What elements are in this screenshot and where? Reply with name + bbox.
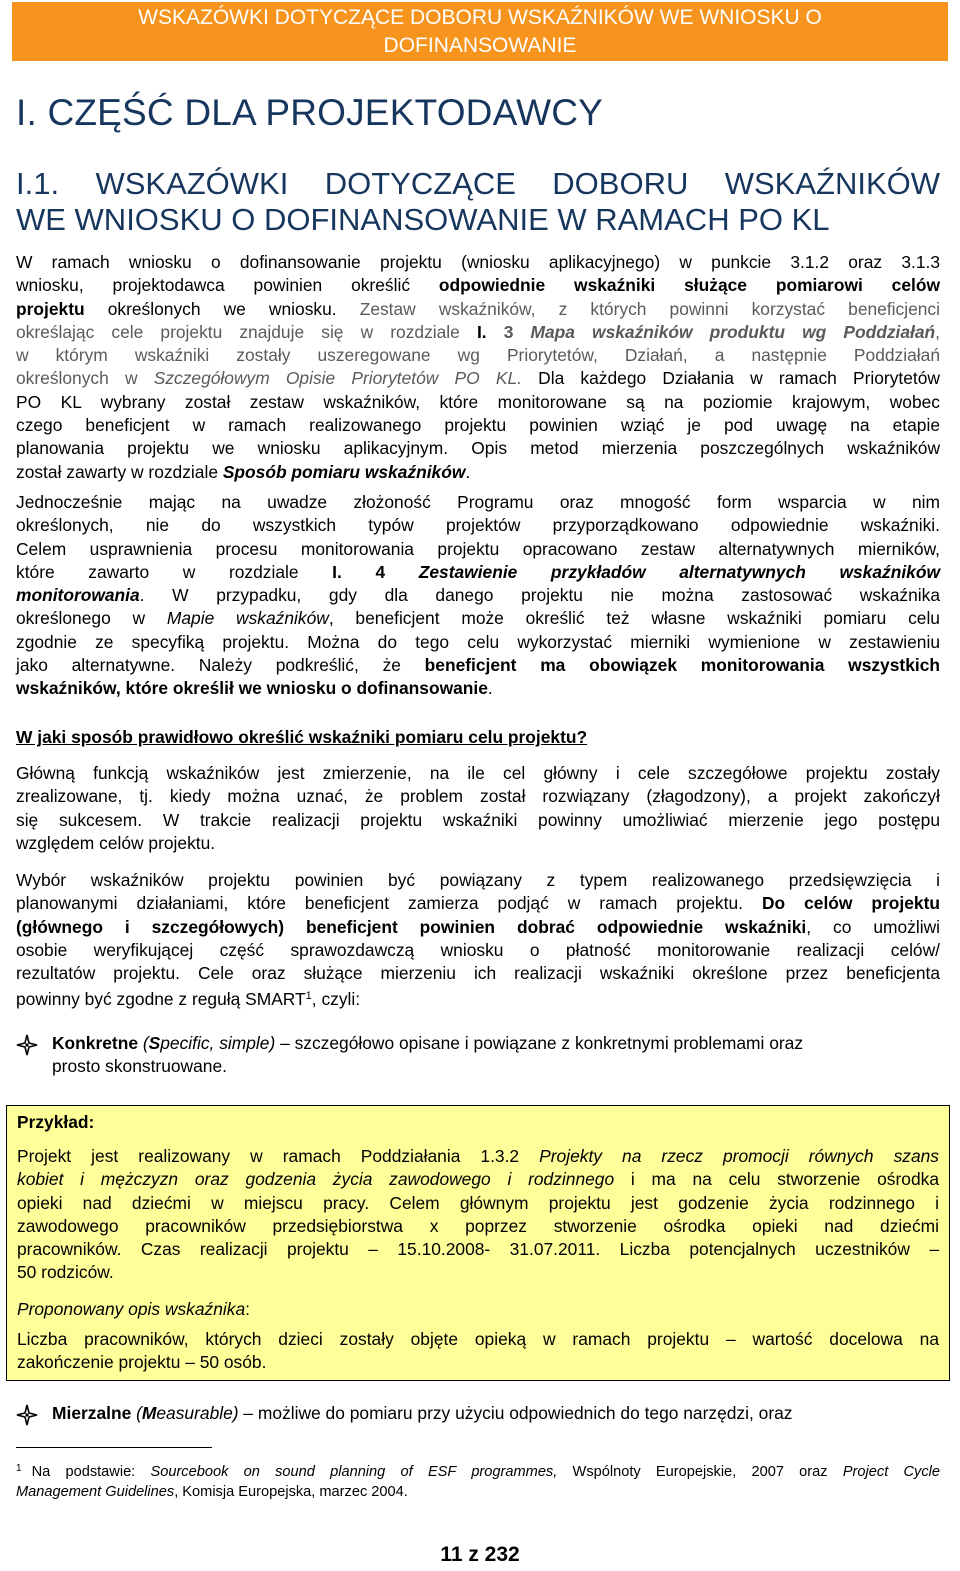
example-line-5 xyxy=(17,1238,939,1261)
footnote-text: Na podstawie: xyxy=(31,1464,151,1480)
example-text: 50 rodziców. xyxy=(17,1262,114,1283)
example-heading xyxy=(17,1111,939,1134)
example-line-6 xyxy=(17,1261,939,1284)
p1-bold-italic-muted: Mapa wskaźników produktu wg Poddziałań xyxy=(530,321,936,342)
p4-bold: (głównego i szczegółowych) beneficjent powinien dobrać odpowiednie wskaźniki xyxy=(16,916,807,937)
example-proposal xyxy=(17,1298,939,1321)
footnote-text: , Komisja Europejska, marzec 2004. xyxy=(174,1483,408,1500)
p2-text: określonego w xyxy=(16,608,167,629)
example-body xyxy=(17,1145,939,1285)
p1-text-muted: w którym wskaźniki zostały uszeregowane wg Priorytetów, Działań, a następnie Poddziałań xyxy=(16,345,940,366)
p4-bold: Do celów projektu xyxy=(761,893,940,914)
p4-text: Wybór wskaźników projektu powinien być powiązany z typem realizowanego przedsięwzięcia i xyxy=(16,870,940,890)
p1-line-3 xyxy=(16,298,940,321)
section-title-line-2: WE WNIOSKU O DOFINANSOWANIE W RAMACH PO KL xyxy=(16,202,830,237)
bullet-1-line-2 xyxy=(52,1055,940,1078)
p1-text-muted: Zestaw wskaźników, z których powinni korzystać beneficjenci xyxy=(336,298,940,319)
example-heading-text: Przykład: xyxy=(17,1112,95,1132)
header-line-2: DOFINANSOWANIE xyxy=(383,34,577,57)
p1-text: czego beneficjent w ramach realizowanego projektu powinien wziąć je pod uwagę na etapie xyxy=(16,415,940,436)
bullet-letter: S xyxy=(148,1033,161,1053)
p1-text: planowania projektu we wniosku aplikacyjnym. xyxy=(16,438,449,459)
footnote-number: 1 xyxy=(16,1463,22,1474)
p2-text: Celem usprawnienia procesu monitorowania projektu opracowano zestaw alternatywnych mierników, xyxy=(16,538,940,559)
p4-text: , czyli: xyxy=(311,989,361,1010)
p3-text: się sukcesem. W trakcie realizacji projektu wskaźniki powinny umożliwiać mierzenie jego postępu xyxy=(16,809,940,830)
example-italic: Projekty na rzecz promocji równych szans xyxy=(539,1146,939,1166)
proposal-text: Liczba pracowników, których dzieci zostały objęte opieką w ramach projektu – wartość docelowa na xyxy=(17,1329,939,1349)
p1-text-muted: określonych w xyxy=(16,368,154,389)
p2-bold-italic: monitorowania xyxy=(16,585,140,606)
p3-text: względem celów projektu. xyxy=(16,832,216,853)
example-heading-wrap xyxy=(17,1111,939,1134)
bullet-text: prosto skonstruowane. xyxy=(52,1056,227,1077)
section-title xyxy=(16,166,940,238)
p2-line-4 xyxy=(16,561,940,584)
example-line-2 xyxy=(17,1168,939,1191)
bullet-mierzalne xyxy=(52,1402,940,1425)
example-text: pracowników. Czas realizacji projektu – 15.10.2008- 31.07.2011. Liczba potencjalnych uczestników – xyxy=(17,1239,939,1260)
p2-text: które zawarto w rozdziale xyxy=(16,561,333,582)
p2-line-3 xyxy=(16,538,940,561)
p1-line-6 xyxy=(16,367,940,390)
p2-bold: wskaźników, które określił we wniosku o dofinansowanie xyxy=(16,678,488,699)
page-number: 11 z 232 xyxy=(440,1543,520,1566)
p1-italic-muted: Szczegółowym Opisie Priorytetów PO KL. xyxy=(153,368,522,389)
p2-text: , beneficjent może określić też własne wskaźniki pomiaru celu xyxy=(328,608,940,629)
p2-line-8 xyxy=(16,654,940,677)
bullet-text: – szczegółowo opisane i powiązane z konkretnymi problemami oraz xyxy=(275,1033,804,1053)
p1-bold: odpowiednie wskaźniki służące pomiarowi celów xyxy=(438,275,940,296)
p4-line-1 xyxy=(16,869,940,892)
p1-line-8 xyxy=(16,414,940,437)
example-proposal-body xyxy=(17,1328,939,1375)
bullet-text: easurable) xyxy=(156,1403,239,1423)
p1-line-9 xyxy=(16,437,940,460)
p3-line-2 xyxy=(16,785,940,808)
bullet-2-line-1 xyxy=(52,1402,940,1425)
example-text: i ma na celu stworzenie ośrodka xyxy=(614,1169,939,1190)
p4-line-5 xyxy=(16,962,940,985)
p1-text-muted: określając cele projektu znajduje się w rozdziale xyxy=(16,321,477,342)
p4-text: , co umożliwi xyxy=(806,916,940,937)
p2-text: zgodnie ze specyfiką projektu. Można do tego celu wykorzystać mierniki wymienione w zestawieniu xyxy=(16,631,940,652)
p2-line-9 xyxy=(16,677,940,700)
p4-text: rezultatów projektu. Cele oraz służące mierzeniu ich realizacji wskaźniki określone przez beneficjenta xyxy=(16,963,940,984)
example-box xyxy=(6,1105,950,1381)
paragraph-2 xyxy=(16,491,940,701)
bullet-text: ( xyxy=(138,1033,149,1053)
p1-line-10 xyxy=(16,461,940,484)
p2-bold: I. 4 xyxy=(332,561,419,582)
p2-text: jako alternatywne. Należy podkreślić, że xyxy=(16,655,425,676)
paragraph-3 xyxy=(16,762,940,855)
p3-line-1 xyxy=(16,762,940,785)
proposal-label-line xyxy=(17,1298,939,1321)
p1-line-7 xyxy=(16,391,940,414)
p4-line-4 xyxy=(16,939,940,962)
footnote-italic: Management Guidelines xyxy=(16,1483,175,1500)
bullet-term: Konkretne xyxy=(52,1033,139,1053)
p1-bold-italic: Sposób pomiaru wskaźników xyxy=(222,461,466,482)
p2-bold: beneficjent ma obowiązek monitorowania wszystkich xyxy=(424,655,940,676)
p2-line-5 xyxy=(16,584,940,607)
bullet-letter: M xyxy=(141,1403,157,1423)
p2-italic: Mapie wskaźników xyxy=(166,608,329,629)
example-italic: kobiet i mężczyzn oraz godzenia życia zawodowego i rodzinnego xyxy=(17,1169,615,1190)
p1-bold-muted: 3 xyxy=(503,321,531,342)
p2-line-6 xyxy=(16,607,940,630)
p2-text: określonych, nie do wszystkich typów projektów przyporządkowano odpowiednie wskaźniki. xyxy=(16,515,940,536)
p1-text: . xyxy=(465,461,471,482)
p2-text: . W przypadku, gdy dla danego projektu nie można zastosować wskaźnika xyxy=(139,585,940,606)
p1-text: W ramach wniosku o dofinansowanie projektu (wniosku aplikacyjnego) w punkcie 3.1.2 oraz 3.1.3 xyxy=(16,252,940,272)
example-text: zawodowego pracowników przedsiębiorstwa x poprzez stworzenie ośrodka opieki nad dziećmi xyxy=(17,1215,939,1236)
p3-line-3 xyxy=(16,809,940,832)
p2-bold-italic: Zestawienie przykładów alternatywnych wskaźników xyxy=(418,561,940,582)
bullet-text: – możliwe do pomiaru przy użyciu odpowiednich do tego narzędzi, oraz xyxy=(238,1403,793,1423)
example-line-4 xyxy=(17,1215,939,1238)
proposal-colon: : xyxy=(245,1299,250,1319)
p1-bold: I. xyxy=(476,321,504,342)
example-text: Projekt jest realizowany w ramach Poddziałania 1.3.2 xyxy=(17,1146,540,1166)
p1-text-muted: , xyxy=(935,321,940,342)
proposal-label: Proponowany opis wskaźnika xyxy=(17,1299,246,1319)
bullet-text: pecific, simple) xyxy=(160,1033,276,1053)
footnote-separator xyxy=(16,1447,212,1448)
section-question-heading: W jaki sposób prawidłowo określić wskaźniki pomiaru celu projektu? xyxy=(16,727,588,747)
p1-line-2 xyxy=(16,274,940,297)
p4-line-6 xyxy=(16,985,940,1011)
p3-text: Główną funkcją wskaźników jest zmierzenie, na ile cel główny i cele szczegółowe projektu zostały xyxy=(16,763,940,783)
p1-text: określonych we wniosku. xyxy=(84,298,337,319)
p1-line-1 xyxy=(16,251,940,274)
p1-text: PO KL wybrany został zestaw wskaźników, które monitorowane są na poziomie krajowym, wobec xyxy=(16,391,940,412)
footnote-line-2 xyxy=(16,1483,940,1503)
bullet-konkretne xyxy=(52,1032,940,1079)
p1-line-4 xyxy=(16,321,940,344)
p1-text: Opis metod mierzenia poszczególnych wskaźników xyxy=(448,438,941,459)
bullet-text: ( xyxy=(131,1403,142,1423)
section-title-line-1: I.1. WSKAZÓWKI DOTYCZĄCE DOBORU WSKAŹNIKÓW xyxy=(16,166,940,201)
paragraph-1 xyxy=(16,251,940,484)
running-header xyxy=(12,2,948,61)
diamond-star-bullet-icon xyxy=(16,1404,38,1426)
proposal-line-1 xyxy=(17,1328,939,1351)
proposal-line-2 xyxy=(17,1351,939,1374)
p4-line-3 xyxy=(16,916,940,939)
p2-text: . xyxy=(487,678,493,699)
p3-line-4 xyxy=(16,832,940,855)
p2-line-2 xyxy=(16,514,940,537)
p1-text: wniosku, projektodawca powinien określić xyxy=(16,275,439,296)
p2-text: Jednocześnie mając na uwadze złożoność Programu oraz mnogość form wsparcia w nim xyxy=(16,492,940,512)
footnote-text: Wspólnoty Europejskie, 2007 oraz xyxy=(557,1464,843,1480)
p2-line-7 xyxy=(16,631,940,654)
footnote-1 xyxy=(16,1459,940,1502)
header-line-1: WSKAZÓWKI DOTYCZĄCE DOBORU WSKAŹNIKÓW WE WNIOSKU O xyxy=(138,6,822,29)
p4-text: planowanymi działaniami, które beneficjent zamierza podjąć w ramach projektu. xyxy=(16,893,762,914)
p1-text: został zawarty w rozdziale xyxy=(16,461,223,482)
p4-line-2 xyxy=(16,892,940,915)
p1-bold: projektu xyxy=(16,298,85,319)
paragraph-4 xyxy=(16,869,940,1012)
p1-text: Dla każdego Działania w ramach Priorytetów xyxy=(521,368,940,389)
footnote-italic: Sourcebook on sound planning of ESF programmes, xyxy=(150,1464,558,1480)
bullet-1-line-1 xyxy=(52,1032,940,1055)
example-text: opieki nad dziećmi w miejscu pracy. Celem głównym projektu jest godzenie życia rodzinnego i xyxy=(17,1192,939,1213)
bullet-term: Mierzalne xyxy=(52,1403,132,1423)
p4-text: powinny być zgodne z regułą SMART xyxy=(16,989,306,1010)
diamond-star-bullet-icon xyxy=(16,1034,38,1056)
footnote-reference: 1 xyxy=(305,990,312,1003)
example-line-3 xyxy=(17,1192,939,1215)
part-title: I. CZĘŚĆ DLA PROJEKTODAWCY xyxy=(16,92,604,133)
footnote-italic: Project Cycle xyxy=(842,1464,940,1480)
p3-text: zrealizowane, tj. kiedy można uznać, że problem został rozwiązany (złagodzony), a projekt zakończył xyxy=(16,786,940,807)
p2-line-1 xyxy=(16,491,940,514)
example-line-1 xyxy=(17,1145,939,1168)
p1-line-5 xyxy=(16,344,940,367)
footnote-line-1 xyxy=(16,1459,940,1483)
proposal-text: zakończenie projektu – 50 osób. xyxy=(17,1352,267,1373)
p4-text: osobie weryfikującej część sprawozdawczą wniosku o płatność monitorowanie realizacji celów/ xyxy=(16,939,940,960)
